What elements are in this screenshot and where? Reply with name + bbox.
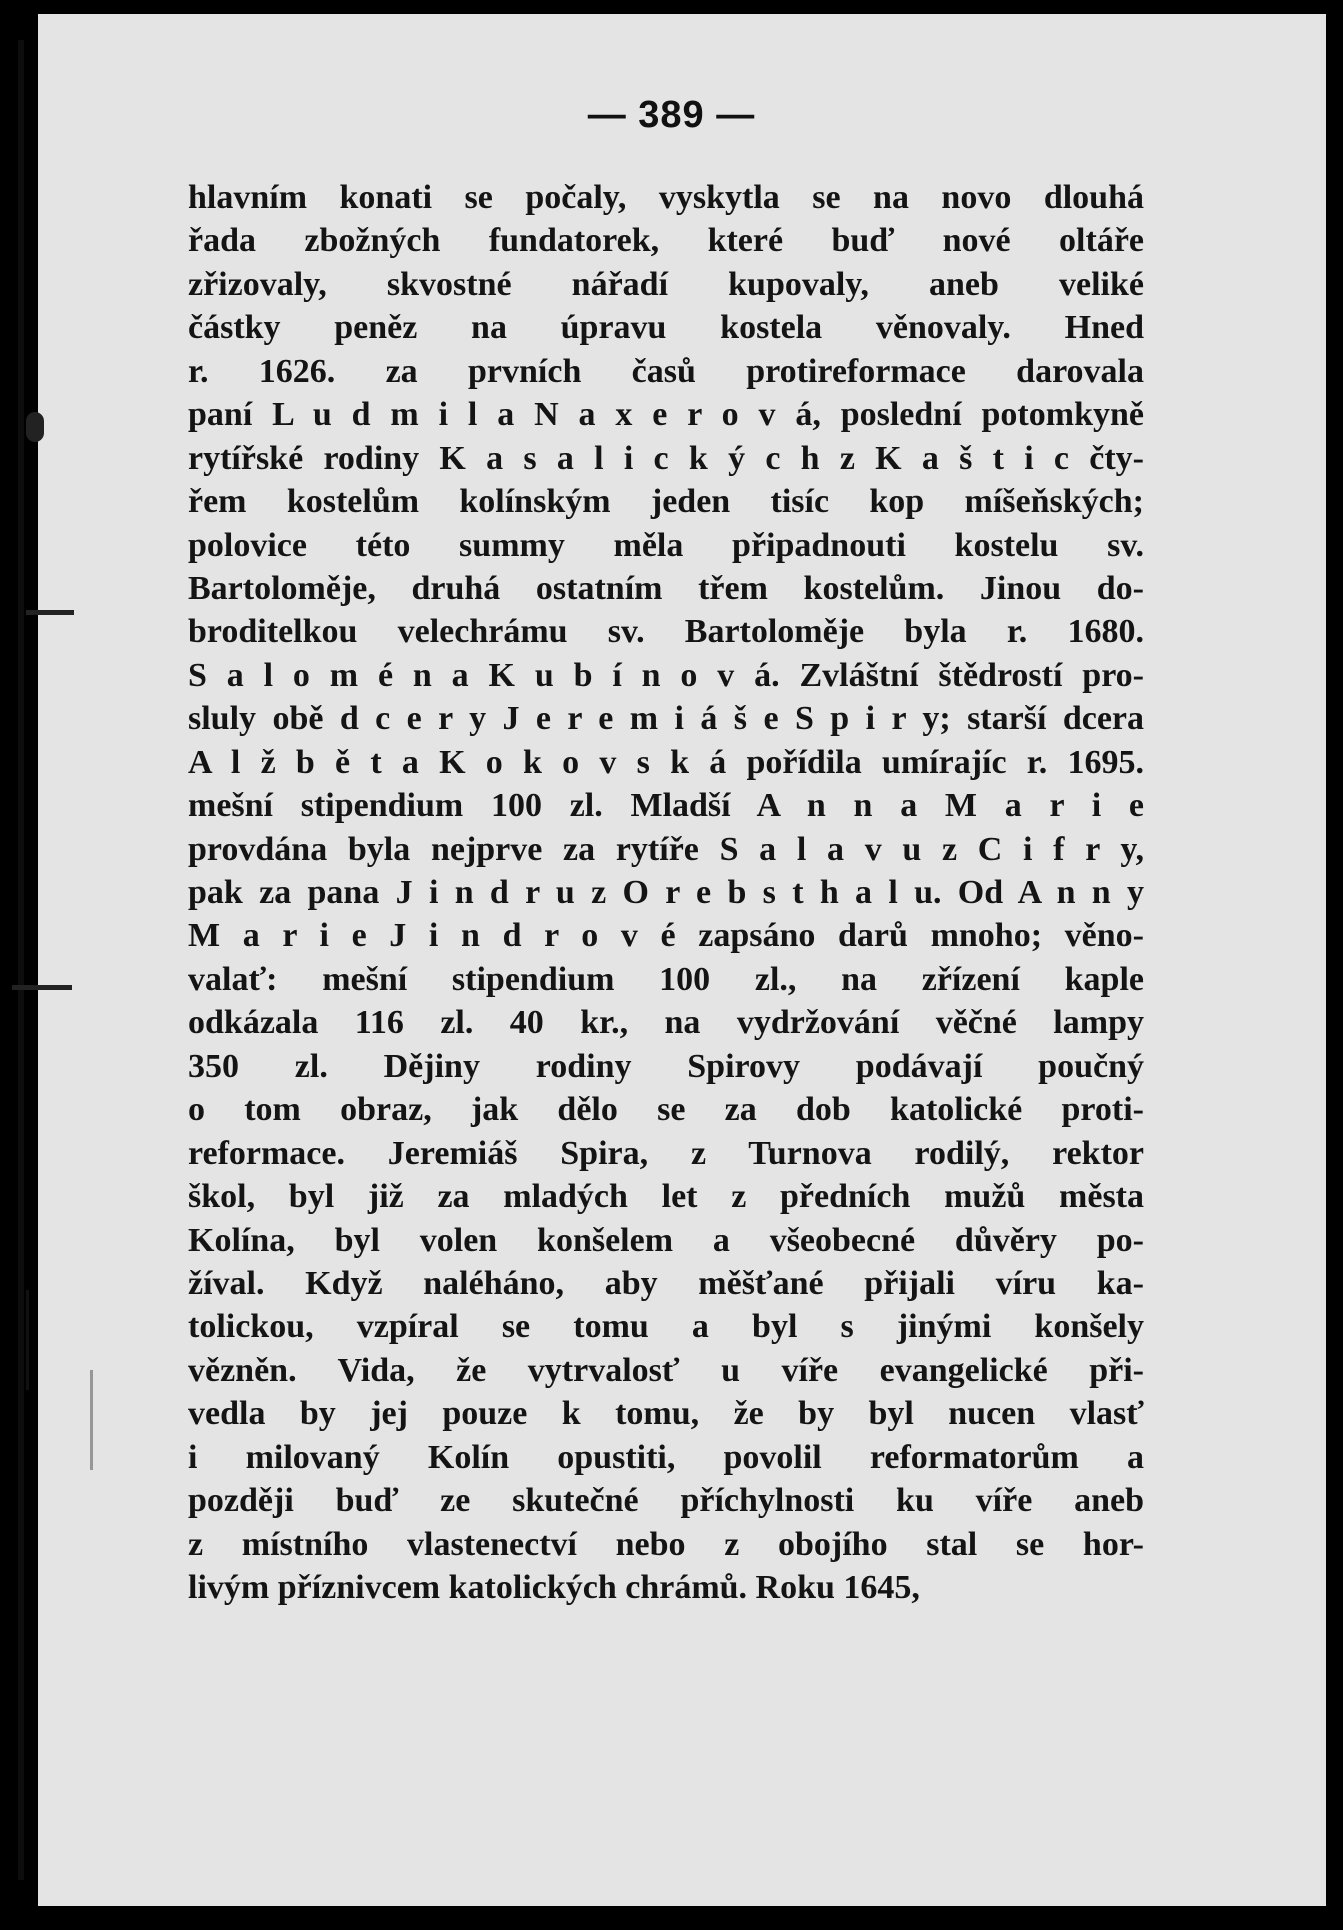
- text-line: Kolína, byl volen konšelem a všeobecné důvěry po-: [188, 1221, 1144, 1259]
- text-line: později buď ze skutečné příchylnosti ku víře aneb: [188, 1482, 1144, 1520]
- margin-mark: [26, 412, 44, 442]
- margin-mark: [26, 610, 74, 615]
- text-line: řem kostelům kolínským jeden tisíc kop míšeňských;: [188, 483, 1144, 521]
- text-line: r. 1626. za prvních časů protireformace darovala: [188, 352, 1144, 390]
- text-line: 350 zl. Dějiny rodiny Spirovy podávají poučný: [188, 1047, 1144, 1085]
- text-line: tolickou, vzpíral se tomu a byl s jinými konšely: [188, 1308, 1144, 1346]
- text-line: provdána byla nejprve za rytíře S a l a v u z C i f r y,: [188, 830, 1144, 868]
- text-line: vězněn. Vida, že vytrvalosť u víře evangelické při-: [188, 1351, 1144, 1389]
- text-line: hlavním konati se počaly, vyskytla se na novo dlouhá: [188, 179, 1144, 216]
- text-line: Bartoloměje, druhá ostatním třem kostelům. Jinou do-: [188, 569, 1144, 607]
- margin-mark: [90, 1370, 93, 1470]
- text-line: S a l o m é n a K u b í n o v á. Zvláštní štědrostí pro-: [188, 656, 1144, 694]
- margin-mark: [12, 985, 72, 990]
- text-line: M a r i e J i n d r o v é zapsáno darů mnoho; věno-: [188, 917, 1144, 955]
- text-line: reformace. Jeremiáš Spira, z Turnova rodilý, rektor: [188, 1134, 1144, 1172]
- text-line: A l ž b ě t a K o k o v s k á pořídila umírajíc r. 1695.: [188, 743, 1144, 781]
- text-line: zřizovaly, skvostné nářadí kupovaly, aneb veliké: [188, 265, 1144, 303]
- text-line: vedla by jej pouze k tomu, že by byl nucen vlasť: [188, 1395, 1144, 1433]
- binding-edge: [18, 40, 24, 1880]
- text-line: sluly obě d c e r y J e r e m i á š e S p i r y; starší dcera: [188, 700, 1144, 738]
- text-line: škol, byl již za mladých let z předních mužů města: [188, 1178, 1144, 1216]
- text-line: pak za pana J i n d r u z O r e b s t h a l u. Od A n n y: [188, 874, 1144, 911]
- text-line: rytířské rodiny K a s a l i c k ý c h z K a š t i c čty-: [188, 439, 1144, 477]
- text-line: částky peněz na úpravu kostela věnovaly. Hned: [188, 309, 1144, 347]
- text-line: o tom obraz, jak dělo se za dob katolické proti-: [188, 1091, 1144, 1129]
- text-line: polovice této summy měla připadnouti kostelu sv.: [188, 526, 1144, 564]
- text-line: žíval. Když naléháno, aby měšťané přijali víru ka-: [188, 1264, 1144, 1302]
- text-line: livým příznivcem katolických chrámů. Roku 1645,: [188, 1569, 920, 1606]
- body-text: [188, 176, 1144, 1609]
- text-line: valať: mešní stipendium 100 zl., na zřízení kaple: [188, 960, 1144, 998]
- text-line: paní L u d m i l a N a x e r o v á, poslední potomkyně: [188, 396, 1144, 434]
- text-line: z místního vlastenectví nebo z obojího stal se hor-: [188, 1525, 1144, 1563]
- text-line: mešní stipendium 100 zl. Mladší A n n a M a r i e: [188, 787, 1144, 825]
- text-line: broditelkou velechrámu sv. Bartoloměje byla r. 1680.: [188, 613, 1144, 651]
- text-line: odkázala 116 zl. 40 kr., na vydržování věčné lampy: [188, 1004, 1144, 1042]
- text-line: řada zbožných fundatorek, které buď nové oltáře: [188, 222, 1144, 260]
- text-line: i milovaný Kolín opustiti, povolil reformatorům a: [188, 1438, 1144, 1476]
- margin-mark: [26, 1290, 29, 1390]
- page-number: — 389 —: [587, 94, 756, 136]
